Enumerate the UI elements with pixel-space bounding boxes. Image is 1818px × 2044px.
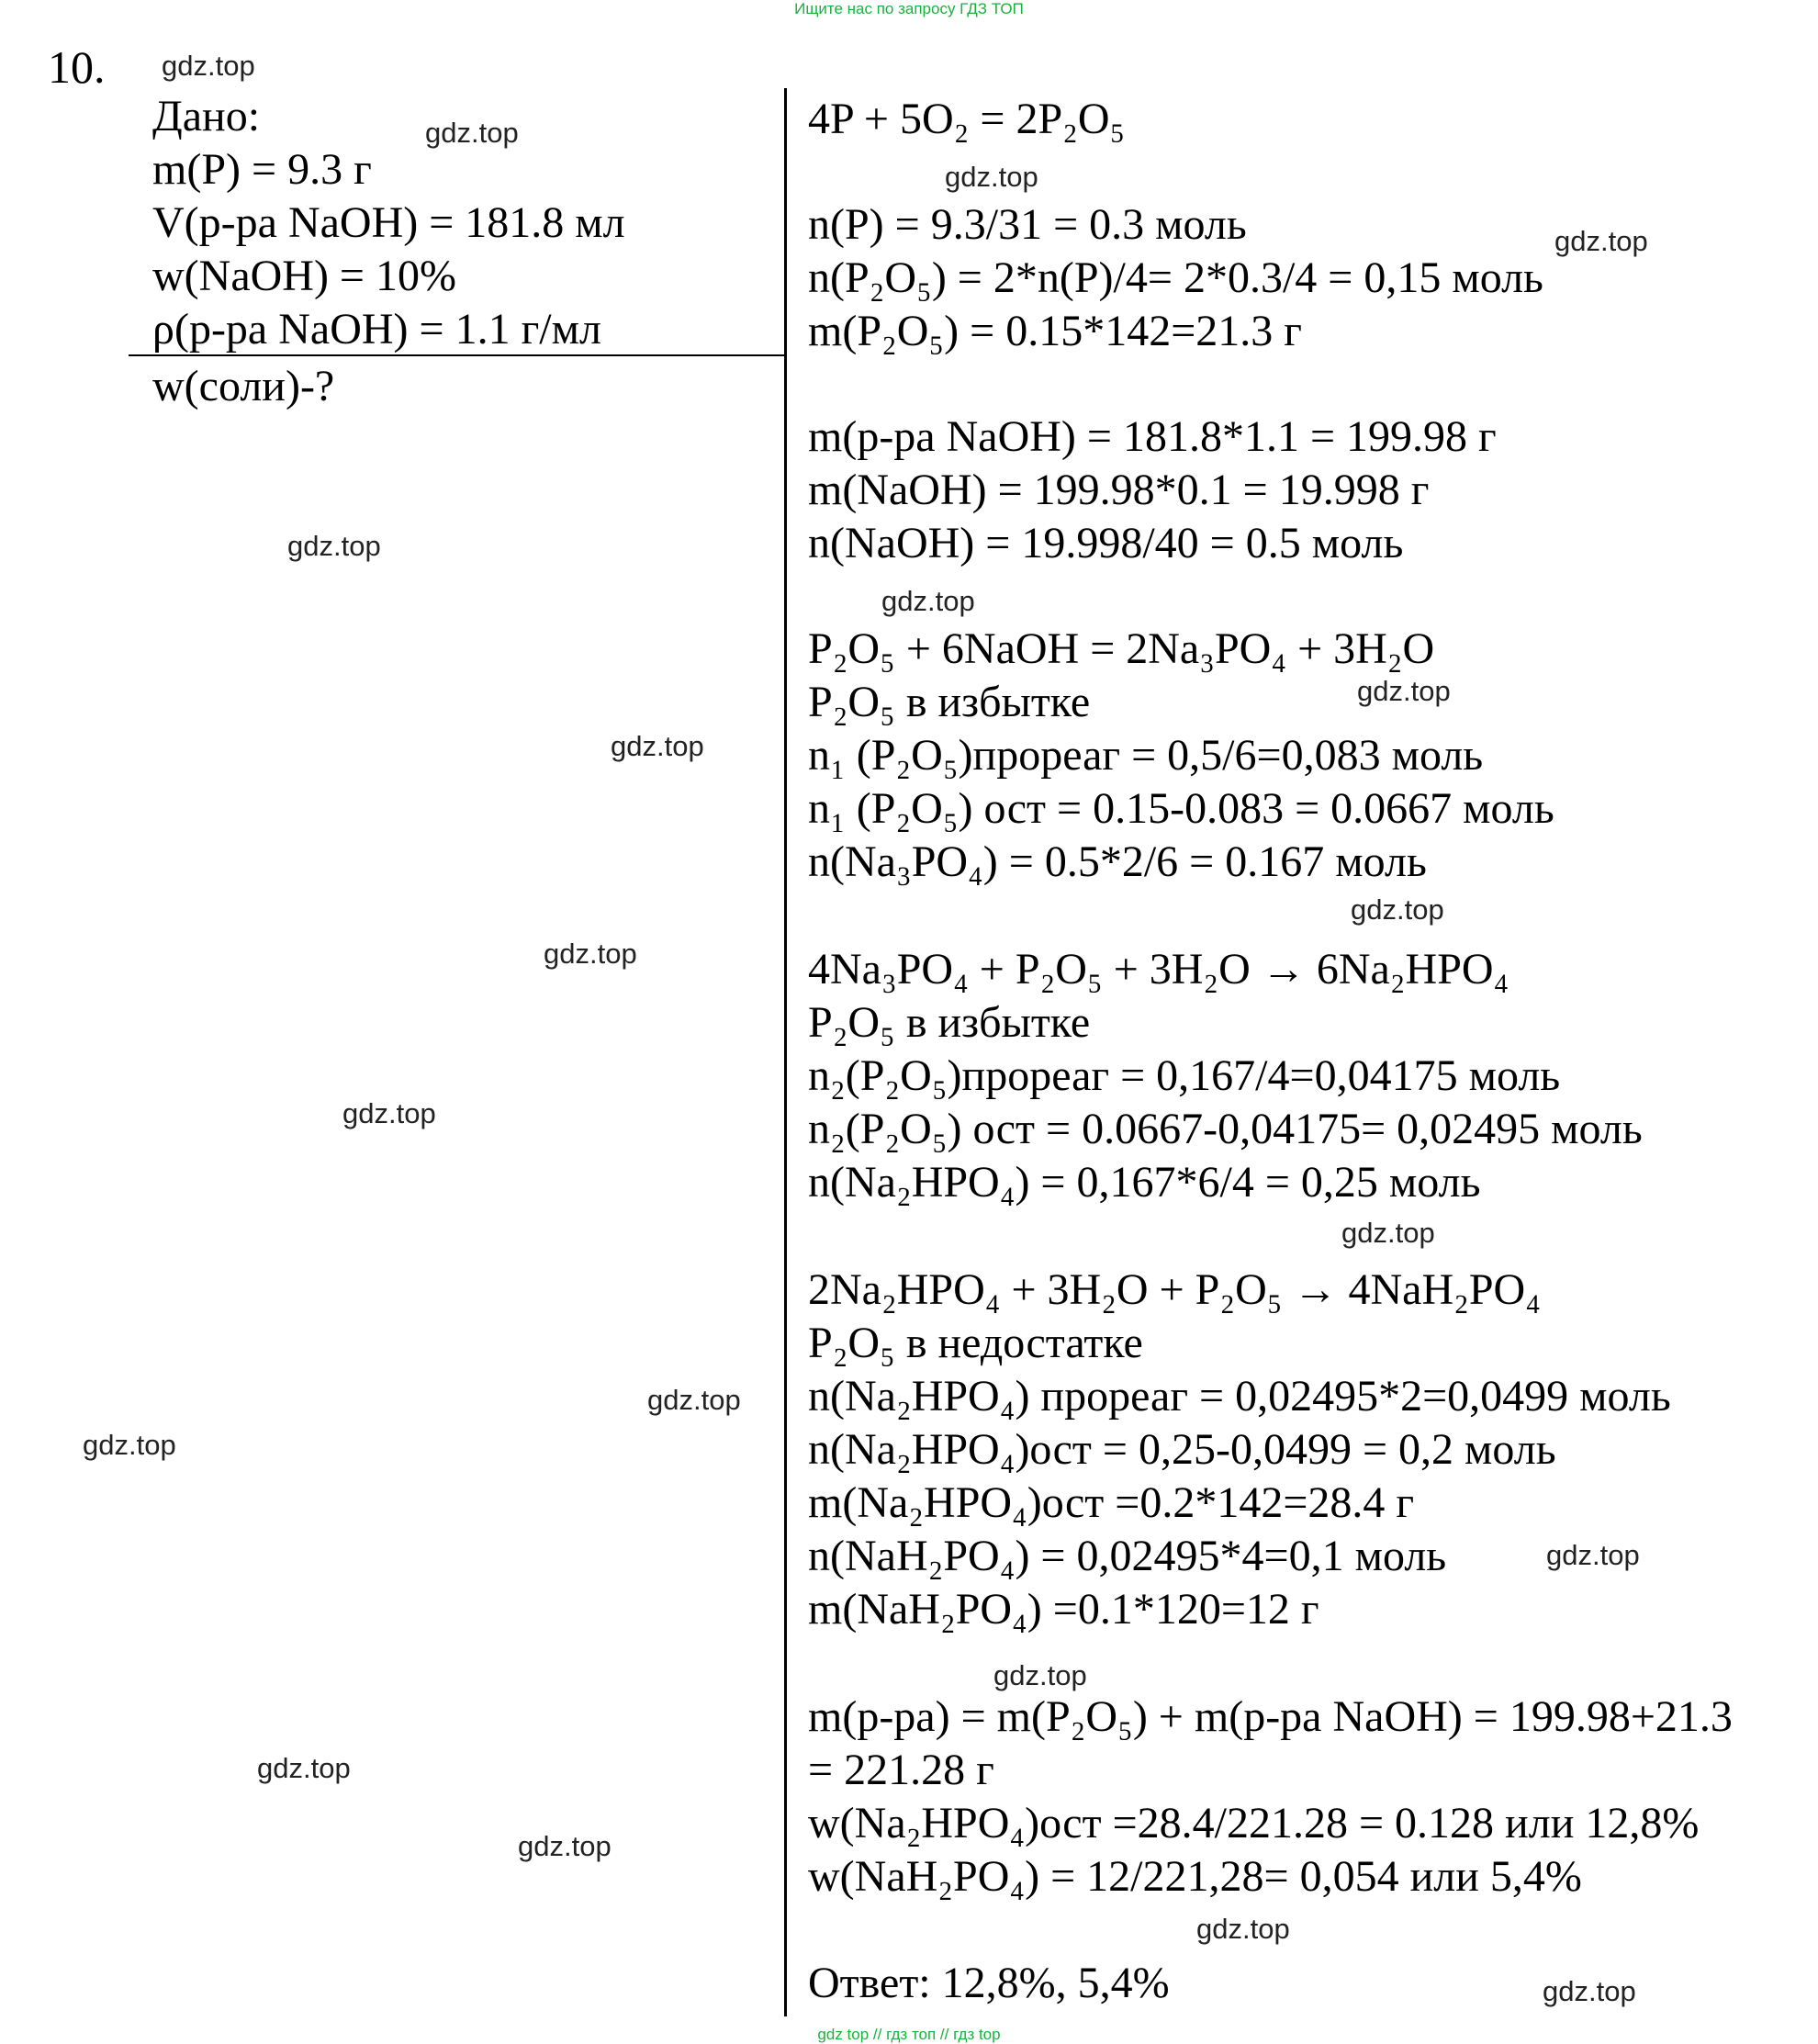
find-line: w(соли)-? bbox=[152, 362, 335, 410]
solution-line: P₂O₅ + 6NaOH = 2Na₃PO₄ + 3H₂O bbox=[808, 624, 1435, 673]
solution-line: n(NaOH) = 19.998/40 = 0.5 моль bbox=[808, 519, 1404, 567]
solution-line: 4P + 5O₂ = 2P₂O₅ bbox=[808, 95, 1126, 143]
solution-line: n(P₂O₅) = 2*n(P)/4= 2*0.3/4 = 0,15 моль bbox=[808, 253, 1543, 302]
solution-line: P₂O₅ в избытке bbox=[808, 998, 1091, 1047]
search-hint-link[interactable]: Ищите нас по запросу ГДЗ ТОП bbox=[794, 0, 1024, 17]
watermark: gdz.top bbox=[1543, 1975, 1636, 2007]
watermark: gdz.top bbox=[993, 1659, 1087, 1691]
watermark: gdz.top bbox=[257, 1752, 351, 1784]
solution-line: m(р-ра) = m(P₂O₅) + m(р-ра NaOH) = 199.98+21.3 bbox=[808, 1692, 1733, 1741]
solution-line: n₂(P₂O₅)прореаг = 0,167/4=0,04175 моль bbox=[808, 1051, 1561, 1100]
solution-line: m(NaH₂PO₄) =0.1*120=12 г bbox=[808, 1585, 1319, 1634]
watermark: gdz.top bbox=[162, 50, 255, 82]
given-line: w(NaOH) = 10% bbox=[152, 252, 456, 300]
problem-number: 10. bbox=[48, 41, 106, 93]
footer-links[interactable]: gdz top // гдз топ // гдз top bbox=[817, 2026, 1001, 2043]
solution-line: m(NaOH) = 199.98*0.1 = 19.998 г bbox=[808, 466, 1430, 514]
solution-line: = 221.28 г bbox=[808, 1746, 994, 1794]
solution-line: n(NaH₂PO₄) = 0,02495*4=0,1 моль bbox=[808, 1532, 1447, 1580]
solution-line: n₁ (P₂O₅)прореаг = 0,5/6=0,083 моль bbox=[808, 731, 1484, 780]
solution-line: P₂O₅ в недостатке bbox=[808, 1319, 1143, 1367]
solution-line: m(P₂O₅) = 0.15*142=21.3 г bbox=[808, 307, 1302, 355]
watermark: gdz.top bbox=[518, 1830, 612, 1862]
watermark: gdz.top bbox=[611, 730, 704, 762]
watermark: gdz.top bbox=[945, 161, 1038, 193]
solution-line: n(Na₃PO₄) = 0.5*2/6 = 0.167 моль bbox=[808, 837, 1427, 886]
answer-line: Ответ: 12,8%, 5,4% bbox=[808, 1959, 1170, 2007]
watermark: gdz.top bbox=[544, 938, 637, 970]
watermark: gdz.top bbox=[83, 1429, 176, 1461]
solution-line: n(Na₂HPO₄) прореаг = 0,02495*2=0,0499 моль bbox=[808, 1372, 1671, 1421]
solution-line: n(Na₂HPO₄) = 0,167*6/4 = 0,25 моль bbox=[808, 1158, 1481, 1207]
watermark: gdz.top bbox=[881, 585, 975, 617]
solution-line: m(р-ра NaOH) = 181.8*1.1 = 199.98 г bbox=[808, 412, 1497, 461]
solution-line: 2Na₂HPO₄ + 3H₂O + P₂O₅ → 4NaH₂PO₄ bbox=[808, 1265, 1541, 1314]
solution-line: w(Na₂HPO₄)ост =28.4/221.28 = 0.128 или 12,8% bbox=[808, 1799, 1700, 1847]
solution-line: n(Na₂HPO₄)ост = 0,25-0,0499 = 0,2 моль bbox=[808, 1425, 1556, 1474]
watermark: gdz.top bbox=[1546, 1539, 1640, 1571]
given-line: ρ(р-ра NaOH) = 1.1 г/мл bbox=[152, 305, 601, 354]
watermark: gdz.top bbox=[425, 117, 519, 149]
watermark: gdz.top bbox=[1196, 1913, 1290, 1945]
solution-line: P₂O₅ в избытке bbox=[808, 678, 1091, 726]
given-label: Дано: bbox=[152, 92, 261, 140]
watermark: gdz.top bbox=[1554, 225, 1648, 257]
solution-line: m(Na₂HPO₄)ост =0.2*142=28.4 г bbox=[808, 1478, 1415, 1527]
watermark: gdz.top bbox=[342, 1097, 436, 1129]
solution-line: 4Na₃PO₄ + P₂O₅ + 3H₂O → 6Na₂HPO₄ bbox=[808, 945, 1509, 994]
solution-line: w(NaH₂PO₄) = 12/221,28= 0,054 или 5,4% bbox=[808, 1852, 1582, 1901]
watermark: gdz.top bbox=[1341, 1217, 1435, 1249]
column-divider bbox=[784, 88, 787, 2016]
watermark: gdz.top bbox=[1357, 675, 1451, 707]
watermark: gdz.top bbox=[647, 1384, 741, 1416]
solution-line: n(P) = 9.3/31 = 0.3 моль bbox=[808, 200, 1247, 249]
watermark: gdz.top bbox=[287, 530, 381, 562]
given-line: V(р-ра NaOH) = 181.8 мл bbox=[152, 198, 625, 247]
solution-line: n₂(P₂O₅) ост = 0.0667-0,04175= 0,02495 моль bbox=[808, 1105, 1643, 1153]
given-divider bbox=[129, 354, 784, 356]
solution-line: n₁ (P₂O₅) ост = 0.15-0.083 = 0.0667 моль bbox=[808, 784, 1554, 833]
watermark: gdz.top bbox=[1351, 893, 1444, 926]
given-line: m(P) = 9.3 г bbox=[152, 145, 372, 194]
